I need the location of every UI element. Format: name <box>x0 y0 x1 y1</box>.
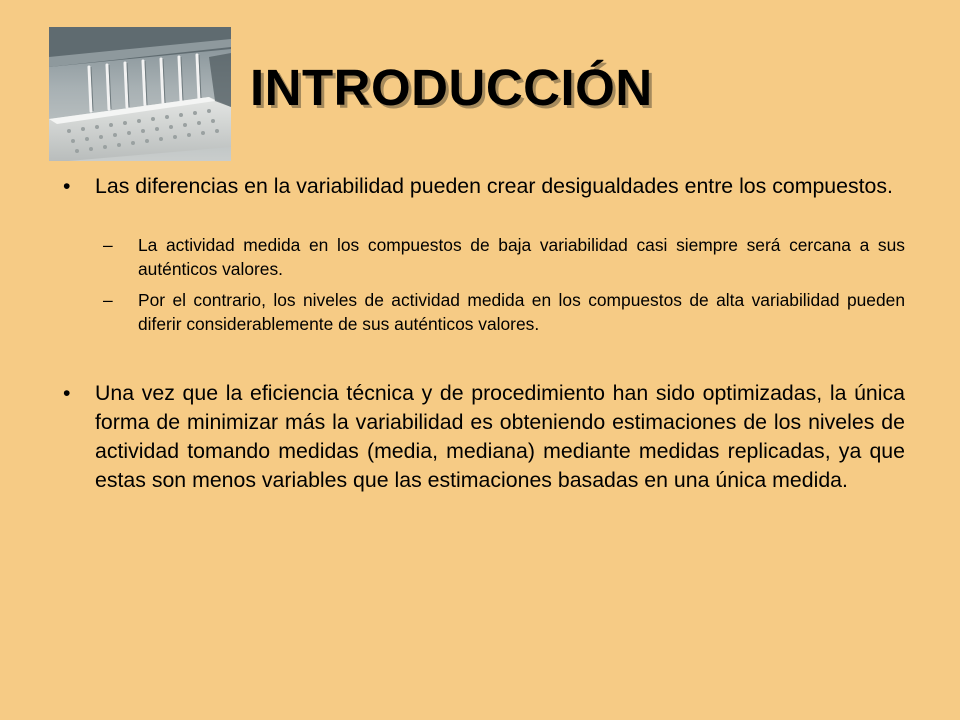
bullet-text: Las diferencias en la variabilidad pueden crear desigualdades entre los compuestos. <box>95 174 893 198</box>
sub-bullet-mark: – <box>103 235 113 255</box>
sub-bullet-text: Por el contrario, los niveles de actividad medida en los compuestos de alta variabilidad pueden diferir considerablemente de sus auténticos valores. <box>138 290 905 334</box>
sub-bullet-text: La actividad medida en los compuestos de baja variabilidad casi siempre será cercana a sus auténticos valores. <box>138 235 905 279</box>
laboratory-pipette-plate-photo-icon <box>49 27 231 161</box>
sub-bullet-high-variability <box>103 288 905 336</box>
bullet-variability-differences <box>55 172 905 201</box>
bullet-mark: • <box>63 174 71 198</box>
slide-content <box>55 172 905 495</box>
bullet-replicate-measures <box>55 379 905 495</box>
bullet-mark: • <box>63 381 71 405</box>
bullet-text: Una vez que la eficiencia técnica y de procedimiento han sido optimizadas, la única forma de minimizar más la variabilidad es obteniendo estimaciones de los niveles de actividad tomando medidas (media, mediana) mediante medidas replicadas, ya que estas son menos variables que las estimaciones basadas en una única medida. <box>95 381 905 492</box>
sub-bullet-list <box>103 233 905 336</box>
sub-bullet-low-variability <box>103 233 905 281</box>
slide-title: INTRODUCCIÓN <box>250 59 653 116</box>
sub-bullet-mark: – <box>103 290 113 310</box>
